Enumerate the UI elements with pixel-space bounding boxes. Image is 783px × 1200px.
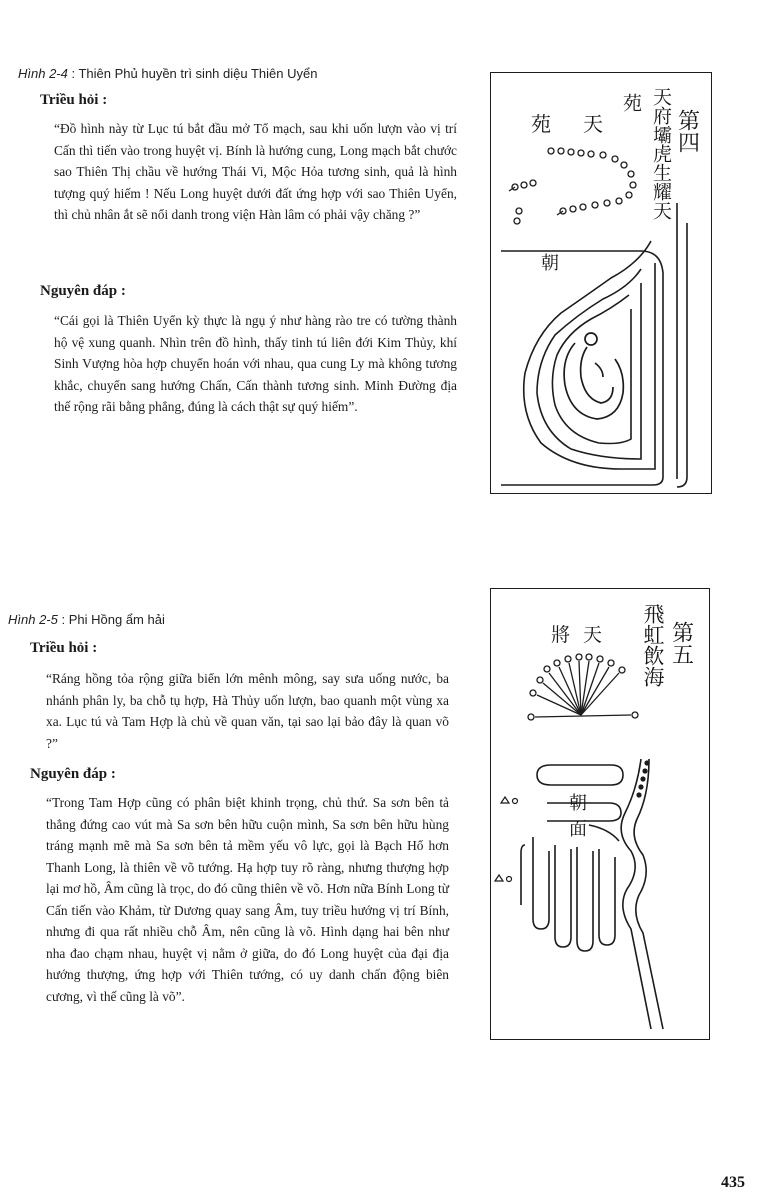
figure2-diagram-svg bbox=[491, 589, 709, 1039]
figure2-river-body bbox=[521, 759, 663, 1029]
page-number: 435 bbox=[721, 1174, 745, 1191]
figure2-label-chao: 朝 bbox=[569, 793, 587, 814]
figure1-question-heading: Triều hỏi : bbox=[40, 92, 108, 108]
figure2-diagram bbox=[490, 588, 710, 1040]
figure1-diagram bbox=[490, 72, 712, 494]
figure2-fan-rays bbox=[528, 654, 638, 720]
figure2-title-col1: 第五 bbox=[668, 621, 694, 665]
figure1-caption bbox=[18, 66, 317, 81]
figure1-caption-text: : Thiên Phủ huyền trì sinh diệu Thiên Uyển bbox=[71, 66, 318, 81]
figure2-caption bbox=[8, 612, 165, 627]
figure1-core-symbol bbox=[564, 333, 623, 419]
figure1-star-chain bbox=[509, 148, 636, 224]
figure2-answer-heading: Nguyên đáp : bbox=[30, 766, 116, 782]
figure2-label-tian: 天 bbox=[583, 624, 603, 646]
figure2-caption-number: Hình 2-5 bbox=[8, 612, 58, 627]
figure2-question-text: “Ráng hồng tỏa rộng giữa biển lớn mênh mông, say sưa uống nước, ba nhánh phân ly, ba chỗ tụ hợp, Hà Thủy uốn lượn, bao quanh một vùng xa xa. Lục tú và Tam Hợp là chủ về quan văn, tại sao lại bảo đây là quan võ ?” bbox=[46, 671, 449, 751]
figure1-answer-text: “Cái gọi là Thiên Uyển kỳ thực là ngụ ý như hàng rào tre có tường thành hộ vệ xung quanh. Nhìn trên đồ hình, thấy tinh tú liên đới Kim Thủy, khí Sinh Vượng hòa hợp chuyển hoán với nhau, qua cung Ly mà không tương khắc, chuyển sang hướng Chấn, Cấn thành tương sinh. Minh Đường địa thế rộng rãi bằng phẳng, đúng là cách thật sự quý hiếm”. bbox=[54, 313, 457, 414]
figure2-title-col2: 飛虹飲海 bbox=[641, 603, 665, 687]
figure2-question-heading: Triều hỏi : bbox=[30, 640, 98, 656]
figure2-answer-text: “Trong Tam Hợp cũng có phân biệt khinh trọng, chủ thứ. Sa sơn bên tả thẳng đứng cao vút mà Sa sơn bên hữu cuộn mình, Sa sơn bên hữu hùng tráng mạnh mẽ mà Sa sơn bên tả mềm yếu vô lực, gọi là Bạch Hổ hơn Thanh Long, là thiên về võ tướng. Hạ hợp tuy rõ ràng, nhưng thượng hợp lại mơ hồ, Âm cũng là trọc, do đó cũng thiên về võ. Hơn nữa Bính Long từ Cấn tiến vào Khảm, từ Dương quay sang Âm, tuy triều hướng vị trí Bính, nhưng đi qua rất nhiều chỗ Âm, nên cũng là võ. Hình dạng hai bên như nha đao chạm nhau, huyệt vị nằm ở giữa, do đó Long huyệt của đại địa hướng thượng, ứng hợp với Thiên tướng, có uy danh chấn động biên cương, vì thế cũng là võ”. bbox=[46, 795, 449, 1004]
figure1-title-col1: 第四 bbox=[674, 109, 700, 153]
figure1-label-chao: 朝 bbox=[541, 253, 559, 274]
figure1-answer-heading: Nguyên đáp : bbox=[40, 283, 126, 299]
figure1-question-text: “Đồ hình này từ Lục tú bắt đầu mở Tổ mạch, sau khi uốn lượn vào vị trí Cấn thì tiến vào trong huyệt vị. Bính là hướng cung, Long mạch bắt chước sao Thiên Thị chầu về hướng Thái Vi, Mộc Hỏa tương sinh, quả là hình tượng quý hiếm ! Nếu Long huyệt dưới đất ứng hợp với sao Thiên Uyển, thì chủ nhân ắt sẽ nổi danh trong viện Hàn lâm có phải vậy chăng ?” bbox=[54, 121, 457, 222]
figure1-title-col3: 苑 bbox=[620, 93, 642, 112]
figure2-label-jiang: 將 bbox=[551, 624, 571, 646]
figure1-caption-number: Hình 2-4 bbox=[18, 66, 68, 81]
figure2-caption-text: : Phi Hồng ẩm hải bbox=[61, 612, 165, 627]
figure1-diagram-svg bbox=[491, 73, 711, 493]
figure1-label-yuan: 苑 bbox=[531, 112, 551, 136]
figure2-small-marks bbox=[495, 797, 518, 882]
figure2-label-mian: 面 bbox=[569, 819, 587, 840]
figure1-label-tian: 天 bbox=[583, 112, 603, 136]
figure1-title-col2: 天府壩虎生耀天 bbox=[650, 87, 672, 220]
